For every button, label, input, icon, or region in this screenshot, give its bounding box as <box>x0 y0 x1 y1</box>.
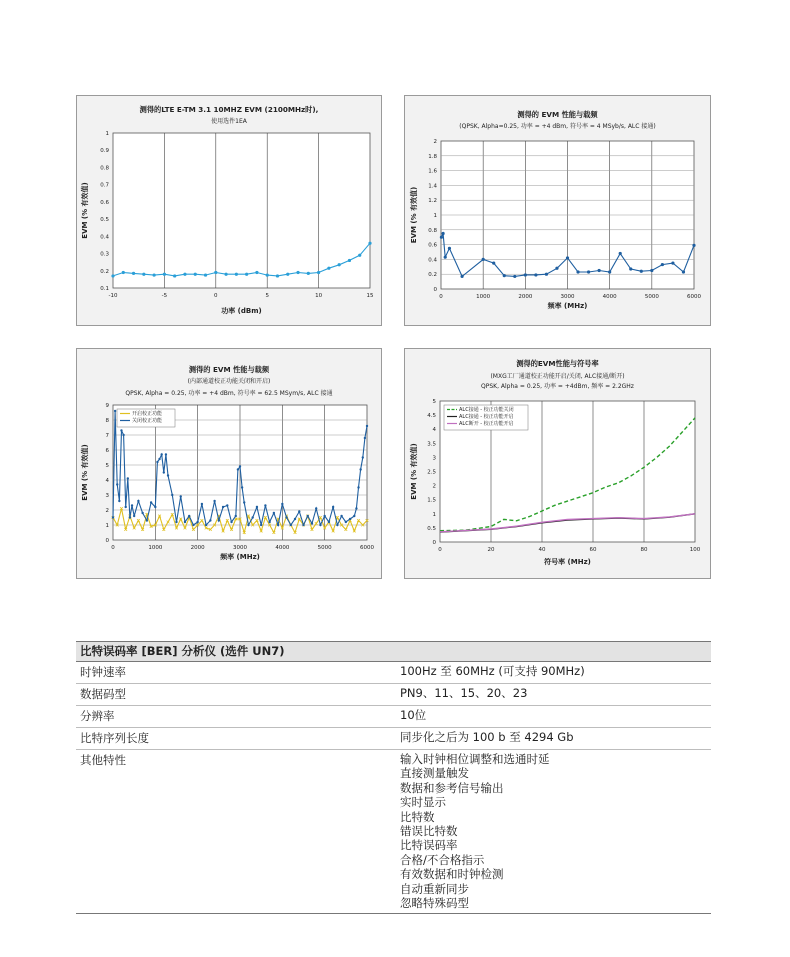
spec-value <box>400 706 711 727</box>
data-point <box>349 518 351 520</box>
data-point <box>171 494 173 496</box>
x-tick-label: 5 <box>265 293 269 299</box>
data-point <box>180 495 182 497</box>
data-point <box>503 274 506 277</box>
y-tick-label: 4 <box>105 478 109 484</box>
y-tick-label: 0.9 <box>100 148 109 155</box>
data-point <box>125 506 127 508</box>
data-point <box>205 524 207 526</box>
y-tick-label: 1.6 <box>428 168 437 175</box>
y-tick-label: 9 <box>105 403 109 409</box>
chart-svg <box>405 349 710 578</box>
data-point <box>194 273 197 276</box>
spec-value-line: 100Hz 至 60MHz (可支持 90MHz) <box>400 664 585 678</box>
chart-subtitle: (QPSK, Alpha=0.25, 功率 = +4 dBm, 符号率 = 4 MSyb/s, ALC 接通) <box>459 123 656 130</box>
data-point <box>566 256 569 259</box>
data-point <box>524 273 527 276</box>
chart-title: 测得的LTE E-TM 3.1 10MHZ EVM (2100MHz时), <box>139 105 319 114</box>
data-point <box>671 262 674 265</box>
y-tick-label: 0.5 <box>100 217 109 224</box>
y-tick-label: 0.7 <box>100 182 109 189</box>
data-point <box>281 503 283 505</box>
data-point <box>650 269 653 272</box>
x-tick-label: -5 <box>161 293 168 299</box>
x-tick-label: 60 <box>589 547 597 553</box>
legend-label: ALC断开 - 校正功能开启 <box>459 421 514 427</box>
spec-value <box>400 684 711 705</box>
spec-value-line: 错误比特数 <box>400 824 458 839</box>
y-tick-label: 1 <box>433 213 437 219</box>
data-point <box>150 501 152 503</box>
spec-value-line: 有效数据和时钟检测 <box>400 867 504 882</box>
data-point <box>163 471 165 473</box>
y-axis-label: EVM (% 有效值) <box>410 186 418 244</box>
data-point <box>327 267 330 270</box>
x-tick-label: 0 <box>111 545 115 551</box>
data-point <box>122 271 125 274</box>
x-tick-label: 2000 <box>518 294 533 300</box>
data-point <box>226 504 228 506</box>
data-point <box>460 275 463 278</box>
data-point <box>112 516 114 518</box>
data-point <box>534 273 537 276</box>
data-point <box>317 271 320 274</box>
data-point <box>153 273 156 276</box>
spec-value-line: 合格/不合格指示 <box>400 852 485 867</box>
legend-label: ALC接通 - 校正功能关闭 <box>459 407 514 413</box>
data-point <box>353 515 355 517</box>
spec-label: 比特序列长度 <box>80 731 149 745</box>
data-point <box>255 271 258 274</box>
data-point <box>266 273 269 276</box>
chart-svg <box>77 96 381 325</box>
data-point <box>214 271 217 274</box>
data-point <box>362 456 364 458</box>
data-point <box>296 271 299 274</box>
x-tick-label: 100 <box>689 547 701 553</box>
data-point <box>513 275 516 278</box>
data-point <box>340 515 342 517</box>
data-point <box>348 259 351 262</box>
y-axis-label: EVM (% 有效值) <box>81 444 89 501</box>
y-tick-label: 4.5 <box>427 413 436 420</box>
y-tick-label: 5 <box>432 399 436 405</box>
chart-svg <box>77 349 381 578</box>
chart-title: 测得的 EVM 性能与载频 <box>188 365 270 374</box>
spec-label: 数据码型 <box>80 687 126 701</box>
data-point <box>237 468 239 470</box>
data-point <box>167 474 169 476</box>
data-point <box>133 515 135 517</box>
data-point <box>247 524 249 526</box>
data-point <box>661 263 664 266</box>
spec-label: 时钟速率 <box>80 665 126 679</box>
y-tick-label: 8 <box>105 418 109 424</box>
x-tick-label: 4000 <box>602 294 617 300</box>
data-point <box>256 506 258 508</box>
y-tick-label: 0.8 <box>100 165 109 172</box>
data-point <box>116 483 118 485</box>
x-tick-label: 0 <box>439 294 443 300</box>
legend-label: ALC接通 - 校正功能开启 <box>459 414 514 420</box>
data-point <box>576 270 579 273</box>
data-point <box>218 519 220 521</box>
data-point <box>692 244 695 247</box>
y-tick-label: 1 <box>432 511 436 518</box>
x-axis-label: 功率 (dBm) <box>221 307 262 315</box>
data-point <box>448 247 451 250</box>
data-point <box>141 512 143 514</box>
data-point <box>285 516 287 518</box>
data-point <box>307 272 310 275</box>
chart-subtitle: (MXG工厂通道校正功能开启/关闭, ALC接通/断开) <box>490 373 625 380</box>
data-point <box>132 272 135 275</box>
data-point <box>252 516 254 518</box>
legend-label: 开启校正功能 <box>132 411 163 417</box>
x-tick-label: 6000 <box>687 294 701 300</box>
y-tick-label: 6 <box>105 448 109 454</box>
y-tick-label: 2.5 <box>427 469 436 476</box>
y-tick-label: 3 <box>432 455 436 462</box>
x-tick-label: 2000 <box>190 545 205 551</box>
spec-value <box>400 750 711 913</box>
x-tick-label: 6000 <box>360 545 374 551</box>
data-point <box>146 519 148 521</box>
data-point <box>587 270 590 273</box>
y-tick-label: 0.1 <box>100 286 109 292</box>
data-point <box>235 515 237 517</box>
data-point <box>243 501 245 503</box>
data-point <box>336 524 338 526</box>
data-point <box>345 521 347 523</box>
chart-evm-vs-power <box>76 95 382 326</box>
x-axis-label: 频率 (MHz) <box>547 302 588 310</box>
x-tick-label: 20 <box>487 547 495 553</box>
y-tick-label: 0.3 <box>100 251 109 258</box>
data-point <box>268 521 270 523</box>
data-point <box>184 521 186 523</box>
data-point <box>222 506 224 508</box>
spec-value-line: PN9、11、15、20、23 <box>400 686 528 700</box>
spec-row-resolution <box>76 706 711 728</box>
spec-label: 其他特性 <box>80 753 126 767</box>
data-point <box>307 515 309 517</box>
data-point <box>204 273 207 276</box>
x-tick-label: 4000 <box>275 545 290 551</box>
data-point <box>239 465 241 467</box>
data-point <box>440 236 443 239</box>
data-point <box>555 267 558 270</box>
spec-table-title: 比特误码率 [BER] 分析仪 (选件 UN7) <box>76 641 711 662</box>
spec-value-line: 实时显示 <box>400 795 446 810</box>
y-tick-label: 0 <box>105 538 109 544</box>
data-point <box>608 270 611 273</box>
data-point <box>192 524 194 526</box>
data-point <box>118 500 120 502</box>
data-point <box>355 507 357 509</box>
data-point <box>315 507 317 509</box>
chart-subtitle: 使用选件1EA <box>211 118 247 125</box>
data-point <box>364 437 366 439</box>
y-tick-label: 0.8 <box>428 227 437 234</box>
data-point <box>165 453 167 455</box>
chart-subtitle: (内部通道校正功能关闭和开启) <box>187 378 271 385</box>
x-tick-label: 3000 <box>560 294 575 300</box>
data-point <box>286 273 289 276</box>
spec-value-line: 数据和参考信号输出 <box>400 780 504 795</box>
spec-value-line: 输入时钟相位调整和选通时延 <box>400 752 550 766</box>
y-tick-label: 4 <box>432 427 436 434</box>
x-tick-label: 1000 <box>476 294 491 300</box>
spec-row-other-features <box>76 750 711 914</box>
data-point <box>183 273 186 276</box>
spec-value-line: 比特数 <box>400 809 435 824</box>
data-point <box>682 270 685 273</box>
y-tick-label: 0.5 <box>427 525 436 532</box>
y-axis-label: EVM (% 有效值) <box>81 182 89 239</box>
data-point <box>260 524 262 526</box>
spec-value-line: 比特误码率 <box>400 838 458 853</box>
x-tick-label: 15 <box>366 293 374 299</box>
y-tick-label: 0.6 <box>100 199 109 206</box>
data-point <box>368 242 371 245</box>
x-tick-label: 5000 <box>644 294 659 300</box>
data-point <box>492 262 495 265</box>
y-tick-label: 0.2 <box>428 272 437 279</box>
data-point <box>357 486 359 488</box>
data-point <box>131 504 133 506</box>
data-point <box>545 273 548 276</box>
y-tick-label: 2 <box>433 139 437 145</box>
data-point <box>328 521 330 523</box>
data-point <box>235 273 238 276</box>
y-tick-label: 0 <box>432 540 436 546</box>
chart-svg <box>405 96 710 325</box>
spec-value-line: 同步化之后为 100 b 至 4294 Gb <box>400 730 574 744</box>
data-point <box>158 458 160 460</box>
chart-evm-vs-frequency-correction <box>76 348 382 579</box>
data-point <box>298 510 300 512</box>
data-point <box>302 524 304 526</box>
data-point <box>311 522 313 524</box>
plot-area <box>113 133 370 288</box>
y-tick-label: 0 <box>433 287 437 293</box>
spec-row-sequence-length <box>76 728 711 750</box>
data-point <box>323 515 325 517</box>
data-point <box>230 521 232 523</box>
y-tick-label: 2 <box>432 483 436 490</box>
y-tick-label: 1.2 <box>428 198 437 205</box>
data-point <box>241 486 243 488</box>
data-point <box>332 506 334 508</box>
spec-value-line: 直接测量触发 <box>400 766 469 781</box>
y-tick-label: 0.2 <box>100 268 109 275</box>
data-point <box>114 410 116 412</box>
spec-label: 分辨率 <box>80 709 115 723</box>
spec-row-clock-rate <box>76 662 711 684</box>
data-point <box>127 477 129 479</box>
data-point <box>188 515 190 517</box>
x-tick-label: 0 <box>438 547 442 553</box>
spec-value-line: 10位 <box>400 708 427 722</box>
x-tick-label: 10 <box>315 293 323 299</box>
ber-spec-table <box>76 641 711 914</box>
spec-value-line: 自动重新同步 <box>400 881 469 896</box>
y-tick-label: 1.5 <box>427 497 436 504</box>
data-point <box>201 503 203 505</box>
y-tick-label: 1.4 <box>428 183 437 190</box>
y-tick-label: 3.5 <box>427 441 436 448</box>
x-tick-label: 5000 <box>317 545 332 551</box>
data-point <box>175 521 177 523</box>
y-tick-label: 0.4 <box>100 234 109 241</box>
data-point <box>209 519 211 521</box>
x-axis-label: 符号率 (MHz) <box>544 558 591 566</box>
x-tick-label: -10 <box>108 293 118 299</box>
data-point <box>111 274 114 277</box>
data-point <box>619 252 622 255</box>
y-tick-label: 0.4 <box>428 257 437 264</box>
data-point <box>359 468 361 470</box>
x-tick-label: 0 <box>214 293 218 299</box>
data-point <box>245 273 248 276</box>
data-point <box>173 274 176 277</box>
data-point <box>366 425 368 427</box>
data-point <box>482 258 485 261</box>
data-point <box>122 434 124 436</box>
data-point <box>224 273 227 276</box>
y-tick-label: 5 <box>105 463 109 469</box>
x-axis-label: 频率 (MHz) <box>220 553 260 561</box>
x-tick-label: 40 <box>538 547 546 553</box>
chart-evm-vs-carrier-frequency <box>404 95 711 326</box>
legend-label: 关闭校正功能 <box>132 418 163 424</box>
y-tick-label: 1.8 <box>428 153 437 160</box>
data-point <box>163 273 166 276</box>
y-tick-label: 7 <box>105 433 109 439</box>
data-point <box>120 429 122 431</box>
data-point <box>338 263 341 266</box>
chart-title: 测得的EVM性能与符号率 <box>516 359 599 368</box>
data-point <box>442 232 445 235</box>
chart-title: 测得的 EVM 性能与载频 <box>517 110 598 119</box>
data-point <box>129 516 131 518</box>
data-point <box>213 500 215 502</box>
spec-value-line: 忽略特殊码型 <box>400 896 469 911</box>
y-tick-label: 2 <box>105 508 109 514</box>
data-point <box>629 267 632 270</box>
data-point <box>358 254 361 257</box>
chart-evm-vs-symbol-rate <box>404 348 711 579</box>
data-point <box>156 461 158 463</box>
spec-value <box>400 728 711 749</box>
data-point <box>290 524 292 526</box>
data-point <box>598 269 601 272</box>
y-tick-label: 1 <box>105 131 109 137</box>
spec-row-data-pattern <box>76 684 711 706</box>
data-point <box>640 270 643 273</box>
data-point <box>273 512 275 514</box>
data-point <box>276 274 279 277</box>
data-point <box>137 500 139 502</box>
x-tick-label: 80 <box>640 547 648 553</box>
data-point <box>264 504 266 506</box>
spec-value <box>400 662 711 683</box>
y-tick-label: 1 <box>105 523 109 529</box>
data-point <box>160 453 162 455</box>
y-tick-label: 0.6 <box>428 242 437 249</box>
data-point <box>444 256 447 259</box>
y-axis-label: EVM (% 有效值) <box>410 443 418 500</box>
x-tick-label: 1000 <box>148 545 163 551</box>
data-point <box>196 521 198 523</box>
chart-subtitle: QPSK, Alpha = 0.25, 功率 = +4dBm, 频率 = 2.2GHz <box>481 383 634 390</box>
data-point <box>277 524 279 526</box>
data-point <box>142 273 145 276</box>
chart-subtitle: QPSK, Alpha = 0.25, 功率 = +4 dBm, 符号率 = 62.5 MSym/s, ALC 接通 <box>125 390 333 397</box>
x-tick-label: 3000 <box>233 545 247 551</box>
data-point <box>319 524 321 526</box>
data-point <box>294 518 296 520</box>
data-point <box>154 506 156 508</box>
y-tick-label: 3 <box>105 493 109 499</box>
